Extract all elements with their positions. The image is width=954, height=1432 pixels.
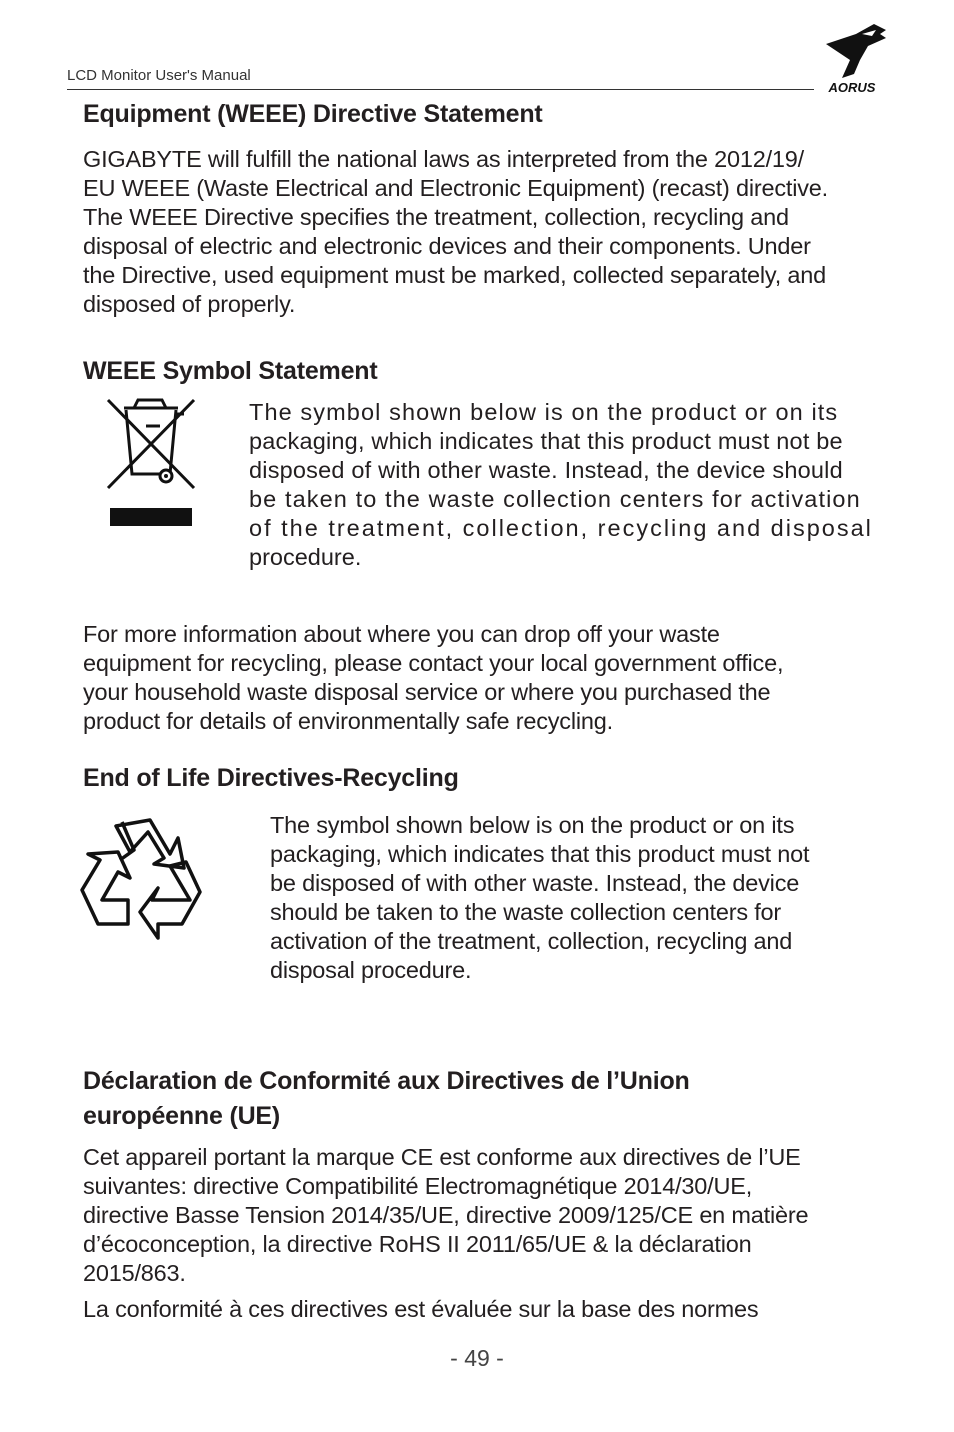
eu-declaration-heading (83, 1064, 690, 1134)
paragraph-line: suivantes: directive Compatibilité Electromagnétique 2014/30/UE, (83, 1173, 753, 1199)
paragraph-line: product for details of environmentally safe recycling. (83, 708, 613, 734)
paragraph-line: directive Basse Tension 2014/35/UE, directive 2009/125/CE en matière (83, 1202, 809, 1228)
end-of-life-paragraph (270, 811, 809, 985)
paragraph-line: of the treatment, collection, recycling and disposal (249, 515, 873, 541)
paragraph-line: your household waste disposal service or where you purchased the (83, 679, 771, 705)
paragraph-line: For more information about where you can drop off your waste (83, 621, 720, 647)
crossed-out-wheelie-bin-icon (104, 396, 198, 530)
paragraph-line: the Directive, used equipment must be marked, collected separately, and (83, 262, 826, 288)
aorus-logo-icon (816, 20, 888, 94)
paragraph-line: disposal of electric and electronic devices and their components. Under (83, 233, 811, 259)
eu-declaration-paragraph (83, 1143, 808, 1288)
paragraph-line: The symbol shown below is on the product or on its (249, 399, 839, 425)
heading-line: européenne (UE) (83, 1102, 281, 1130)
paragraph-line: equipment for recycling, please contact your local government office, (83, 650, 784, 676)
paragraph-line: Cet appareil portant la marque CE est conforme aux directives de l’UE (83, 1144, 801, 1170)
paragraph-line: be taken to the waste collection centers for activation (249, 486, 861, 512)
paragraph-line: The WEEE Directive specifies the treatment, collection, recycling and (83, 204, 789, 230)
paragraph-line: d’écoconception, la directive RoHS II 2011/65/UE & la déclaration (83, 1231, 752, 1257)
paragraph-line: 2015/863. (83, 1260, 186, 1286)
eu-conformity-paragraph: La conformité à ces directives est évaluée sur la base des normes (83, 1296, 759, 1322)
paragraph-line: GIGABYTE will fulfill the national laws as interpreted from the 2012/19/ (83, 146, 804, 172)
paragraph-line: packaging, which indicates that this product must not be (249, 428, 843, 454)
paragraph-line: be disposed of with other waste. Instead, the device (270, 870, 800, 896)
weee-symbol-heading: WEEE Symbol Statement (83, 357, 378, 385)
more-info-paragraph (83, 620, 783, 736)
weee-directive-paragraph (83, 145, 828, 319)
weee-directive-heading: Equipment (WEEE) Directive Statement (83, 100, 543, 128)
paragraph-line: procedure. (249, 544, 362, 570)
weee-symbol-paragraph (249, 398, 881, 572)
paragraph-line: The symbol shown below is on the product or on its (270, 812, 795, 838)
logo-text: AORUS (828, 80, 876, 94)
page-number: - 49 - (450, 1345, 504, 1371)
header-divider (67, 89, 814, 90)
recycling-symbol-icon (78, 816, 204, 944)
end-of-life-heading: End of Life Directives-Recycling (83, 764, 459, 792)
paragraph-line: EU WEEE (Waste Electrical and Electronic Equipment) (recast) directive. (83, 175, 829, 201)
paragraph-line: disposal procedure. (270, 957, 472, 983)
paragraph-line: packaging, which indicates that this product must not (270, 841, 810, 867)
paragraph-line: should be taken to the waste collection centers for (270, 899, 782, 925)
paragraph-line: disposed of properly. (83, 291, 296, 317)
paragraph-line: activation of the treatment, collection, recycling and (270, 928, 793, 954)
paragraph-line: disposed of with other waste. Instead, the device should (249, 457, 843, 483)
manual-title: LCD Monitor User's Manual (67, 67, 251, 84)
heading-line: Déclaration de Conformité aux Directives de l’Union (83, 1067, 690, 1095)
